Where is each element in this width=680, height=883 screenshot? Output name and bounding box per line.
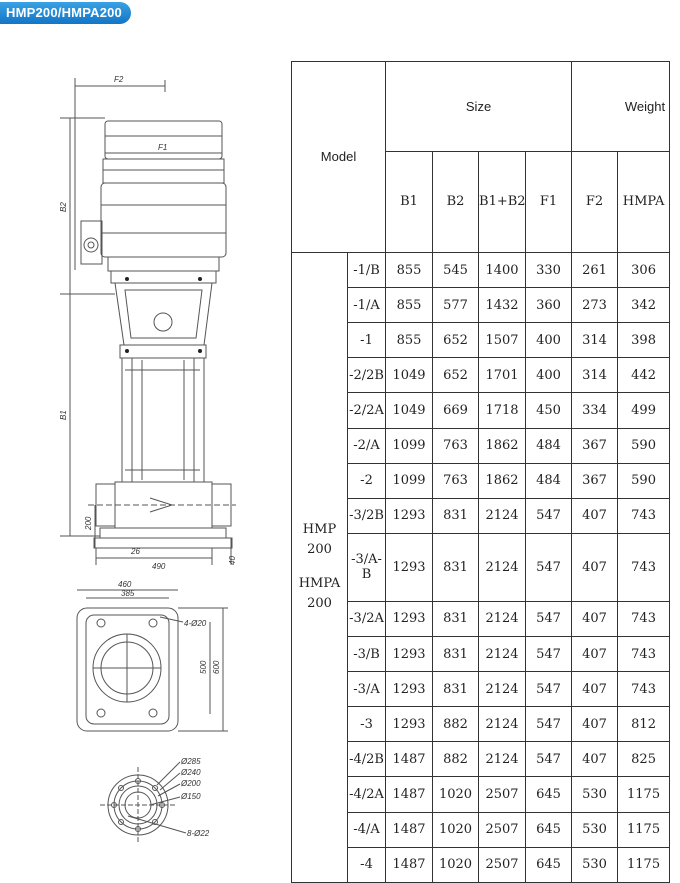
cell-b1: 1487 xyxy=(386,742,433,777)
cell-b2: 577 xyxy=(433,288,479,323)
cell-f1: 450 xyxy=(526,393,572,428)
cell-f2: 261 xyxy=(572,252,618,287)
cell-weight: 1175 xyxy=(618,847,670,882)
cell-b1: 855 xyxy=(386,252,433,287)
cell-f1: 547 xyxy=(526,672,572,707)
cell-b1: 1293 xyxy=(386,533,433,601)
cell-weight: 442 xyxy=(618,358,670,393)
cell-f1: 484 xyxy=(526,463,572,498)
dim-phi240: Ø240 xyxy=(181,768,201,777)
dim-600: 600 xyxy=(212,660,221,674)
cell-f1: 484 xyxy=(526,428,572,463)
cell-b1-b2: 2507 xyxy=(479,847,526,882)
cell-b1-b2: 1718 xyxy=(479,393,526,428)
cell-model: -2/A xyxy=(348,428,386,463)
cell-b1: 1487 xyxy=(386,812,433,847)
cell-b1-b2: 2507 xyxy=(479,812,526,847)
cell-f2: 530 xyxy=(572,812,618,847)
cell-model: -3/B xyxy=(348,637,386,672)
cell-b1-b2: 1432 xyxy=(479,288,526,323)
cell-f1: 547 xyxy=(526,707,572,742)
table-row xyxy=(292,428,670,463)
cell-model: -4/2B xyxy=(348,742,386,777)
cell-b1: 1049 xyxy=(386,393,433,428)
cell-weight: 825 xyxy=(618,742,670,777)
cell-weight: 743 xyxy=(618,533,670,601)
cell-b1-b2: 1400 xyxy=(479,252,526,287)
cell-b2: 882 xyxy=(433,707,479,742)
col-b2: B2 xyxy=(433,151,479,252)
cell-b1: 855 xyxy=(386,323,433,358)
cell-b1: 1293 xyxy=(386,498,433,533)
cell-f2: 367 xyxy=(572,428,618,463)
cell-b1-b2: 2124 xyxy=(479,498,526,533)
cell-b1-b2: 2124 xyxy=(479,672,526,707)
cell-b2: 652 xyxy=(433,323,479,358)
col-b1: B1 xyxy=(386,151,433,252)
dim-f1: F1 xyxy=(158,143,168,152)
cell-b1-b2: 2124 xyxy=(479,637,526,672)
dim-40: 40 xyxy=(228,556,237,565)
cell-weight: 743 xyxy=(618,498,670,533)
cell-b1: 1293 xyxy=(386,707,433,742)
table-row xyxy=(292,393,670,428)
cell-b2: 1020 xyxy=(433,812,479,847)
dim-b1: B1 xyxy=(59,410,68,420)
dim-200: 200 xyxy=(84,516,93,530)
cell-model: -1/A xyxy=(348,288,386,323)
cell-f1: 330 xyxy=(526,252,572,287)
cell-weight: 1175 xyxy=(618,812,670,847)
cell-f1: 360 xyxy=(526,288,572,323)
cell-b1-b2: 2124 xyxy=(479,707,526,742)
cell-f2: 334 xyxy=(572,393,618,428)
cell-b1-b2: 2124 xyxy=(479,533,526,601)
cell-model: -4/2A xyxy=(348,777,386,812)
group-label xyxy=(292,252,348,882)
cell-b2: 669 xyxy=(433,393,479,428)
col-f1: F1 xyxy=(526,151,572,252)
dim-460: 460 xyxy=(118,580,132,589)
cell-b2: 1020 xyxy=(433,777,479,812)
cell-model: -1 xyxy=(348,323,386,358)
cell-weight: 1175 xyxy=(618,777,670,812)
cell-f1: 547 xyxy=(526,533,572,601)
table-row xyxy=(292,777,670,812)
table-row xyxy=(292,498,670,533)
table-row xyxy=(292,358,670,393)
cell-f2: 407 xyxy=(572,533,618,601)
cell-b1-b2: 1862 xyxy=(479,428,526,463)
cell-b1-b2: 1507 xyxy=(479,323,526,358)
cell-b2: 545 xyxy=(433,252,479,287)
cell-weight: 743 xyxy=(618,601,670,636)
dim-b2: B2 xyxy=(59,202,68,212)
cell-f2: 273 xyxy=(572,288,618,323)
cell-b1-b2: 1701 xyxy=(479,358,526,393)
cell-model: -2/2A xyxy=(348,393,386,428)
cell-b1: 1099 xyxy=(386,428,433,463)
cell-f2: 314 xyxy=(572,358,618,393)
cell-model: -3/2B xyxy=(348,498,386,533)
cell-b1: 1293 xyxy=(386,672,433,707)
cell-weight: 398 xyxy=(618,323,670,358)
cell-f2: 367 xyxy=(572,463,618,498)
cell-f1: 547 xyxy=(526,637,572,672)
cell-f1: 645 xyxy=(526,777,572,812)
cell-weight: 590 xyxy=(618,428,670,463)
dim-26: 26 xyxy=(131,547,140,556)
cell-f1: 645 xyxy=(526,812,572,847)
cell-weight: 743 xyxy=(618,637,670,672)
table-row xyxy=(292,707,670,742)
cell-b1-b2: 2507 xyxy=(479,777,526,812)
cell-weight: 306 xyxy=(618,252,670,287)
cell-model: -4 xyxy=(348,847,386,882)
cell-f2: 530 xyxy=(572,847,618,882)
cell-b2: 763 xyxy=(433,463,479,498)
cell-b1-b2: 2124 xyxy=(479,742,526,777)
table-row xyxy=(292,463,670,498)
dim-490: 490 xyxy=(152,562,166,571)
dim-phi150: Ø150 xyxy=(181,792,201,801)
cell-f2: 407 xyxy=(572,672,618,707)
table-row xyxy=(292,672,670,707)
cell-b2: 831 xyxy=(433,637,479,672)
dim-500: 500 xyxy=(199,660,208,674)
cell-f2: 407 xyxy=(572,498,618,533)
dim-f2: F2 xyxy=(114,75,124,84)
header-size: Size xyxy=(386,62,572,152)
dim-385: 385 xyxy=(121,589,135,598)
cell-b1: 855 xyxy=(386,288,433,323)
group-label-line: 200 xyxy=(307,596,332,612)
cell-weight: 499 xyxy=(618,393,670,428)
cell-model: -2 xyxy=(348,463,386,498)
cell-b1: 1049 xyxy=(386,358,433,393)
cell-model: -1/B xyxy=(348,252,386,287)
cell-f1: 645 xyxy=(526,847,572,882)
cell-f2: 407 xyxy=(572,707,618,742)
table-row xyxy=(292,288,670,323)
cell-f2: 407 xyxy=(572,742,618,777)
cell-weight: 812 xyxy=(618,707,670,742)
cell-f1: 547 xyxy=(526,601,572,636)
cell-f2: 530 xyxy=(572,777,618,812)
cell-b2: 831 xyxy=(433,672,479,707)
cell-weight: 342 xyxy=(618,288,670,323)
cell-b1: 1487 xyxy=(386,847,433,882)
col-hmpa: HMPA xyxy=(618,151,670,252)
cell-b2: 882 xyxy=(433,742,479,777)
series-badge: HMP200/HMPA200 xyxy=(0,2,131,24)
group-label-line: HMPA xyxy=(298,576,341,592)
cell-f1: 547 xyxy=(526,742,572,777)
cell-f1: 547 xyxy=(526,498,572,533)
cell-b1: 1293 xyxy=(386,601,433,636)
cell-weight: 743 xyxy=(618,672,670,707)
cell-b2: 831 xyxy=(433,498,479,533)
cell-model: -3/A xyxy=(348,672,386,707)
dim-phi200: Ø200 xyxy=(181,779,201,788)
table-row xyxy=(292,601,670,636)
cell-weight: 590 xyxy=(618,463,670,498)
col-b1-b2: B1+B2 xyxy=(479,151,526,252)
cell-b2: 1020 xyxy=(433,847,479,882)
cell-f1: 400 xyxy=(526,323,572,358)
cell-b2: 831 xyxy=(433,533,479,601)
dim-bolts: 8-Ø22 xyxy=(187,829,210,838)
group-label-line: 200 xyxy=(307,542,332,558)
cell-model: -3 xyxy=(348,707,386,742)
table-row xyxy=(292,533,670,601)
cell-b1-b2: 1862 xyxy=(479,463,526,498)
cell-f2: 407 xyxy=(572,637,618,672)
dim-phi285: Ø285 xyxy=(181,757,201,766)
cell-model: -2/2B xyxy=(348,358,386,393)
header-weight: Weight xyxy=(572,62,670,152)
group-label-line: HMP xyxy=(302,522,337,538)
table-row xyxy=(292,812,670,847)
cell-b1: 1293 xyxy=(386,637,433,672)
cell-b2: 831 xyxy=(433,601,479,636)
table-row xyxy=(292,252,670,287)
table-row xyxy=(292,637,670,672)
cell-f2: 407 xyxy=(572,601,618,636)
pump-drawing xyxy=(0,0,290,883)
cell-model: -4/A xyxy=(348,812,386,847)
cell-b2: 763 xyxy=(433,428,479,463)
cell-model: -3/2A xyxy=(348,601,386,636)
dimension-table xyxy=(291,61,670,883)
table-row xyxy=(292,323,670,358)
cell-f2: 314 xyxy=(572,323,618,358)
cell-b1: 1487 xyxy=(386,777,433,812)
col-f2: F2 xyxy=(572,151,618,252)
cell-b2: 652 xyxy=(433,358,479,393)
cell-b1: 1099 xyxy=(386,463,433,498)
dim-holes: 4-Ø20 xyxy=(184,619,207,628)
cell-b1-b2: 2124 xyxy=(479,601,526,636)
table-row xyxy=(292,742,670,777)
table-row xyxy=(292,847,670,882)
cell-f1: 400 xyxy=(526,358,572,393)
cell-model: -3/A-B xyxy=(348,533,386,601)
header-model: Model xyxy=(292,62,386,253)
